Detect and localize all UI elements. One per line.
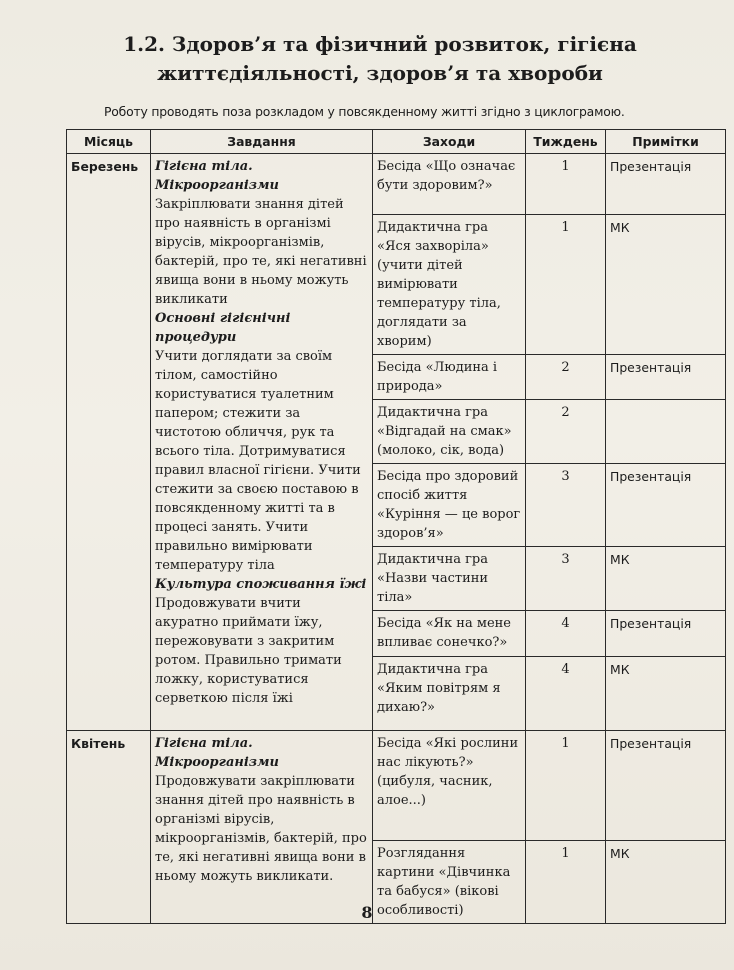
section-title-line-2: життєдіяльності, здоров’я та хвороби xyxy=(157,61,603,85)
activity-cell: Бесіда про здоровий спосіб життя «Куріння — це ворог здоров’я» xyxy=(373,464,526,547)
task-title: Гігієна тіла. Мікроорганізми xyxy=(155,736,279,770)
header-tasks: Завдання xyxy=(151,130,373,154)
task-text: Закріплювати знання дітей про наявність в організмі вірусів, мікроорганізмів, бактерій, про те, які негативні явища вони в ньому можуть викликати xyxy=(155,197,367,307)
week-cell: 1 xyxy=(526,731,606,841)
activity-cell: Бесіда «Як на мене впливає сонечко?» xyxy=(373,611,526,657)
note-cell: МК xyxy=(606,215,726,355)
note-cell: Презентація xyxy=(606,464,726,547)
note-cell: Презентація xyxy=(606,154,726,215)
week-cell: 4 xyxy=(526,657,606,731)
week-cell: 2 xyxy=(526,400,606,464)
page-number: 8 xyxy=(361,903,373,922)
week-cell: 4 xyxy=(526,611,606,657)
table-row xyxy=(67,154,726,215)
note-cell: МК xyxy=(606,547,726,611)
week-cell: 1 xyxy=(526,215,606,355)
activity-cell: Дидактична гра «Відгадай на смак» (молоко, сік, вода) xyxy=(373,400,526,464)
activity-cell: Дидактична гра «Назви частини тіла» xyxy=(373,547,526,611)
month-cell: Березень xyxy=(67,154,151,731)
tasks-cell xyxy=(151,154,373,731)
note-cell: МК xyxy=(606,841,726,924)
section-title xyxy=(100,30,660,88)
note-cell: Презентація xyxy=(606,731,726,841)
task-text: Продовжувати закріплювати знання дітей про наявність в організмі вірусів, мікроорганізмів, бактерій, про те, які негативні явища вони в ньому можуть викликати. xyxy=(155,774,367,884)
header-activities: Заходи xyxy=(373,130,526,154)
activity-cell: Бесіда «Людина і природа» xyxy=(373,355,526,400)
activity-cell: Бесіда «Що означає бути здоровим?» xyxy=(373,154,526,215)
note-cell: МК xyxy=(606,657,726,731)
task-text: Продовжувати вчити акуратно приймати їжу, пережовувати з закритим ротом. Правильно тримати ложку, користуватися серветкою після їжі xyxy=(155,596,342,706)
note-cell: Презентація xyxy=(606,355,726,400)
week-cell: 3 xyxy=(526,547,606,611)
note-cell: Презентація xyxy=(606,611,726,657)
tasks-cell xyxy=(151,731,373,924)
task-text: Учити доглядати за своїм тілом, самостійно користуватися туалетним папером; стежити за чистотою обличчя, рук та всього тіла. Дотримуватися правил власної гігієни. Учити стежити за своєю поставою в повсякденному житті та в процесі занять. Учити правильно вимірювати температуру тіла xyxy=(155,349,361,573)
task-title: Культура споживання їжі xyxy=(155,577,367,592)
week-cell: 2 xyxy=(526,355,606,400)
header-week: Тиждень xyxy=(526,130,606,154)
plan-table xyxy=(66,129,726,924)
week-cell: 1 xyxy=(526,841,606,924)
section-title-line-1: 1.2. Здоров’я та фізичний розвиток, гігієна xyxy=(123,32,637,56)
activity-cell: Розглядання картини «Дівчинка та бабуся» (вікові особливості) xyxy=(373,841,526,924)
week-cell: 1 xyxy=(526,154,606,215)
activity-cell: Дидактична гра «Яким повітрям я дихаю?» xyxy=(373,657,526,731)
task-title: Гігієна тіла. Мікроорганізми xyxy=(155,159,279,193)
header-notes: Примітки xyxy=(606,130,726,154)
task-title: Основні гігієнічні процедури xyxy=(155,311,291,345)
table-row xyxy=(67,731,726,841)
note-cell xyxy=(606,400,726,464)
week-cell: 3 xyxy=(526,464,606,547)
activity-cell: Дидактична гра «Яся захворіла» (учити дітей вимірювати температуру тіла, доглядати за хворим) xyxy=(373,215,526,355)
month-cell: Квітень xyxy=(67,731,151,924)
table-header-row xyxy=(67,130,726,154)
intro-text: Роботу проводять поза розкладом у повсякденному житті згідно з циклограмою. xyxy=(104,104,625,119)
activity-cell: Бесіда «Які рослини нас лікують?» (цибуля, часник, алое...) xyxy=(373,731,526,841)
header-month: Місяць xyxy=(67,130,151,154)
